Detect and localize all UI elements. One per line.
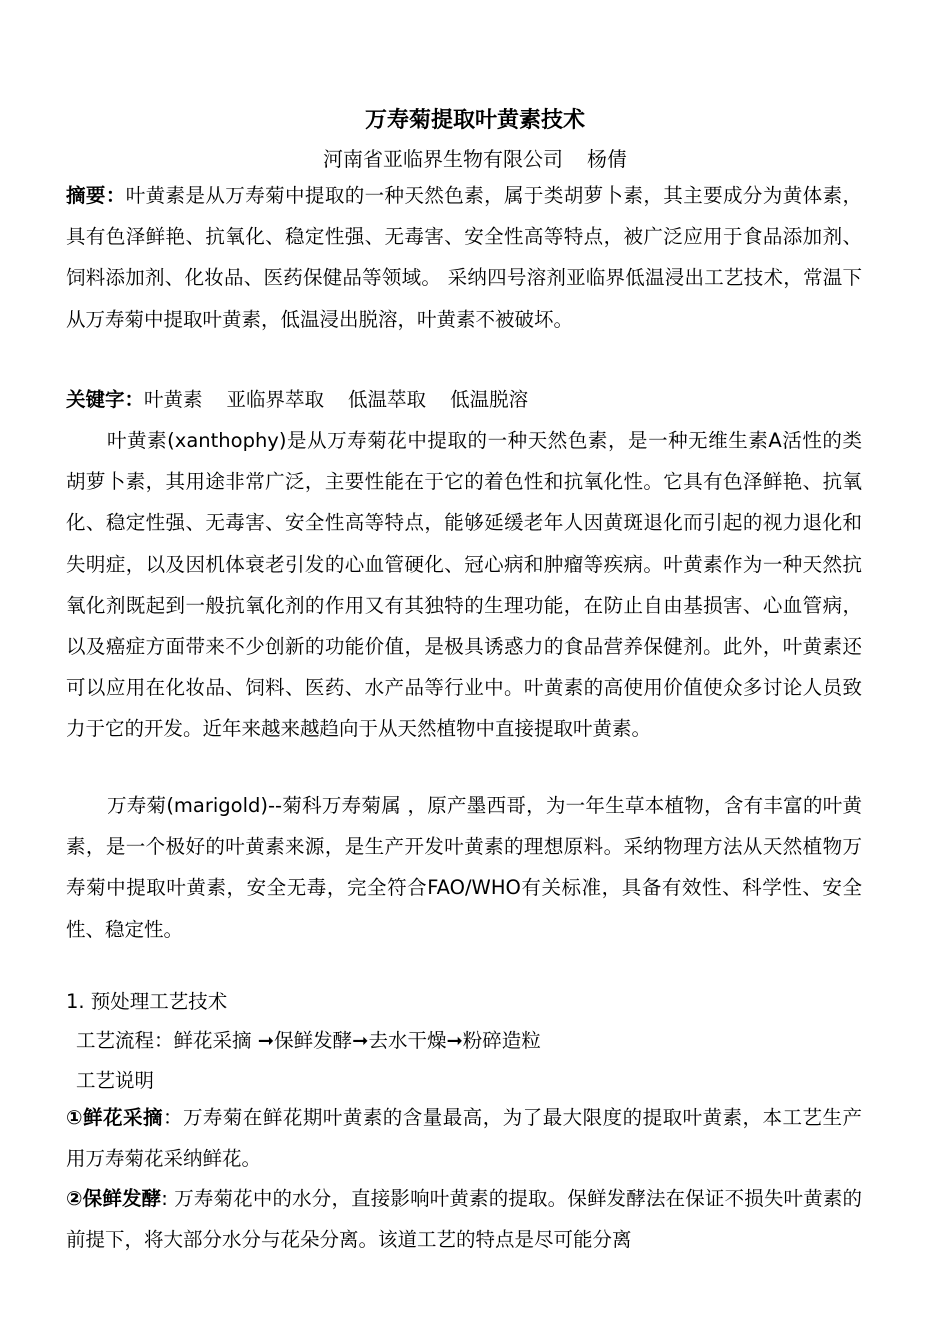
- flow-step: 保鲜发酵: [274, 1029, 353, 1052]
- body-paragraph-marigold: 万寿菊(marigold)--菊科万寿菊属 ，原产墨西哥，为一年生草本植物，含有丰富的叶黄素，是一个极好的叶黄素来源，是生产开发叶黄素的理想原料。采纳物理方法从天然植物万寿菊中提取叶黄素，安全无毒，完全符合FAO/WHO有关标准，具备有效性、科学性、安全性、稳定性。: [66, 794, 862, 941]
- process-item-2: [66, 1178, 862, 1260]
- keyword: 叶黄素: [144, 388, 203, 411]
- abstract-paragraph: [66, 175, 862, 340]
- flow-label: 工艺流程：: [76, 1029, 174, 1052]
- author-organization: 河南省亚临界生物有限公司: [323, 147, 563, 171]
- section-heading: 1. 预处理工艺技术: [66, 990, 228, 1013]
- arrow-right-icon: ➞: [446, 1029, 463, 1052]
- body-paragraph-lutein: 叶黄素(xanthophy)是从万寿菊花中提取的一种天然色素，是一种无维生素A活性的类胡萝卜素，其用途非常广泛，主要性能在于它的着色性和抗氧化性。它具有色泽鲜艳、抗氧化、稳定性强、无毒害、安全性高等特点，能够延缓老年人因黄斑退化而引起的视力退化和失明症，以及因机体衰老引发的心血管硬化、冠心病和肿瘤等疾病。叶黄素作为一种天然抗氧化剂既起到一般抗氧化剂的作用又有其独特的生理功能，在防止自由基损害、心血管病，以及癌症方面带来不少创新的功能价值，是极具诱惑力的食品营养保健剂。此外，叶黄素还可以应用在化妆品、饲料、医药、水产品等行业中。叶黄素的高使用价值使众多讨论人员致力于它的开发。近年来越来越趋向于从天然植物中直接提取叶黄素。: [66, 429, 862, 741]
- keyword: 低温脱溶: [450, 388, 529, 411]
- author-name: 杨倩: [587, 147, 627, 171]
- item-label: ②保鲜发酵: [66, 1187, 162, 1210]
- process-flow: [76, 1025, 872, 1053]
- process-item-1: [66, 1097, 862, 1179]
- flow-step: 鲜花采摘: [173, 1029, 252, 1052]
- keyword: 低温萃取: [348, 388, 427, 411]
- arrow-right-icon: ➞: [257, 1029, 275, 1052]
- abstract-text: 叶黄素是从万寿菊中提取的一种天然色素，属于类胡萝卜素，其主要成分为黄体素，具有色泽鲜艳、抗氧化、稳定性强、无毒害、安全性高等特点，被广泛应用于食品添加剂、饲料添加剂、化妆品、医药保健品等领域。 采纳四号溶剂亚临界低温浸出工艺技术，常温下从万寿菊中提取叶黄素，低温浸出脱溶，叶黄素不被破坏。: [66, 184, 862, 331]
- keywords-label: 关键字：: [66, 388, 145, 411]
- author-line: [0, 143, 950, 172]
- abstract-label: 摘要：: [66, 184, 126, 207]
- item-label: ①鲜花采摘: [66, 1106, 163, 1129]
- flow-step: 粉碎造粒: [462, 1029, 541, 1052]
- item-text: : 万寿菊花中的水分，直接影响叶黄素的提取。保鲜发酵法在保证不损失叶黄素的前提下，将大部分水分与花朵分离。该道工艺的特点是尽可能分离: [66, 1187, 862, 1252]
- flow-step: 去水干燥: [368, 1029, 447, 1052]
- notes-heading: 工艺说明: [76, 1069, 155, 1092]
- arrow-right-icon: ➞: [352, 1029, 369, 1052]
- item-text: ：万寿菊在鲜花期叶黄素的含量最高，为了最大限度的提取叶黄素，本工艺生产用万寿菊花采纳鲜花。: [66, 1106, 862, 1171]
- keyword: 亚临界萃取: [226, 388, 325, 411]
- document-title: 万寿菊提取叶黄素技术: [364, 108, 585, 133]
- keywords-line: [66, 379, 862, 420]
